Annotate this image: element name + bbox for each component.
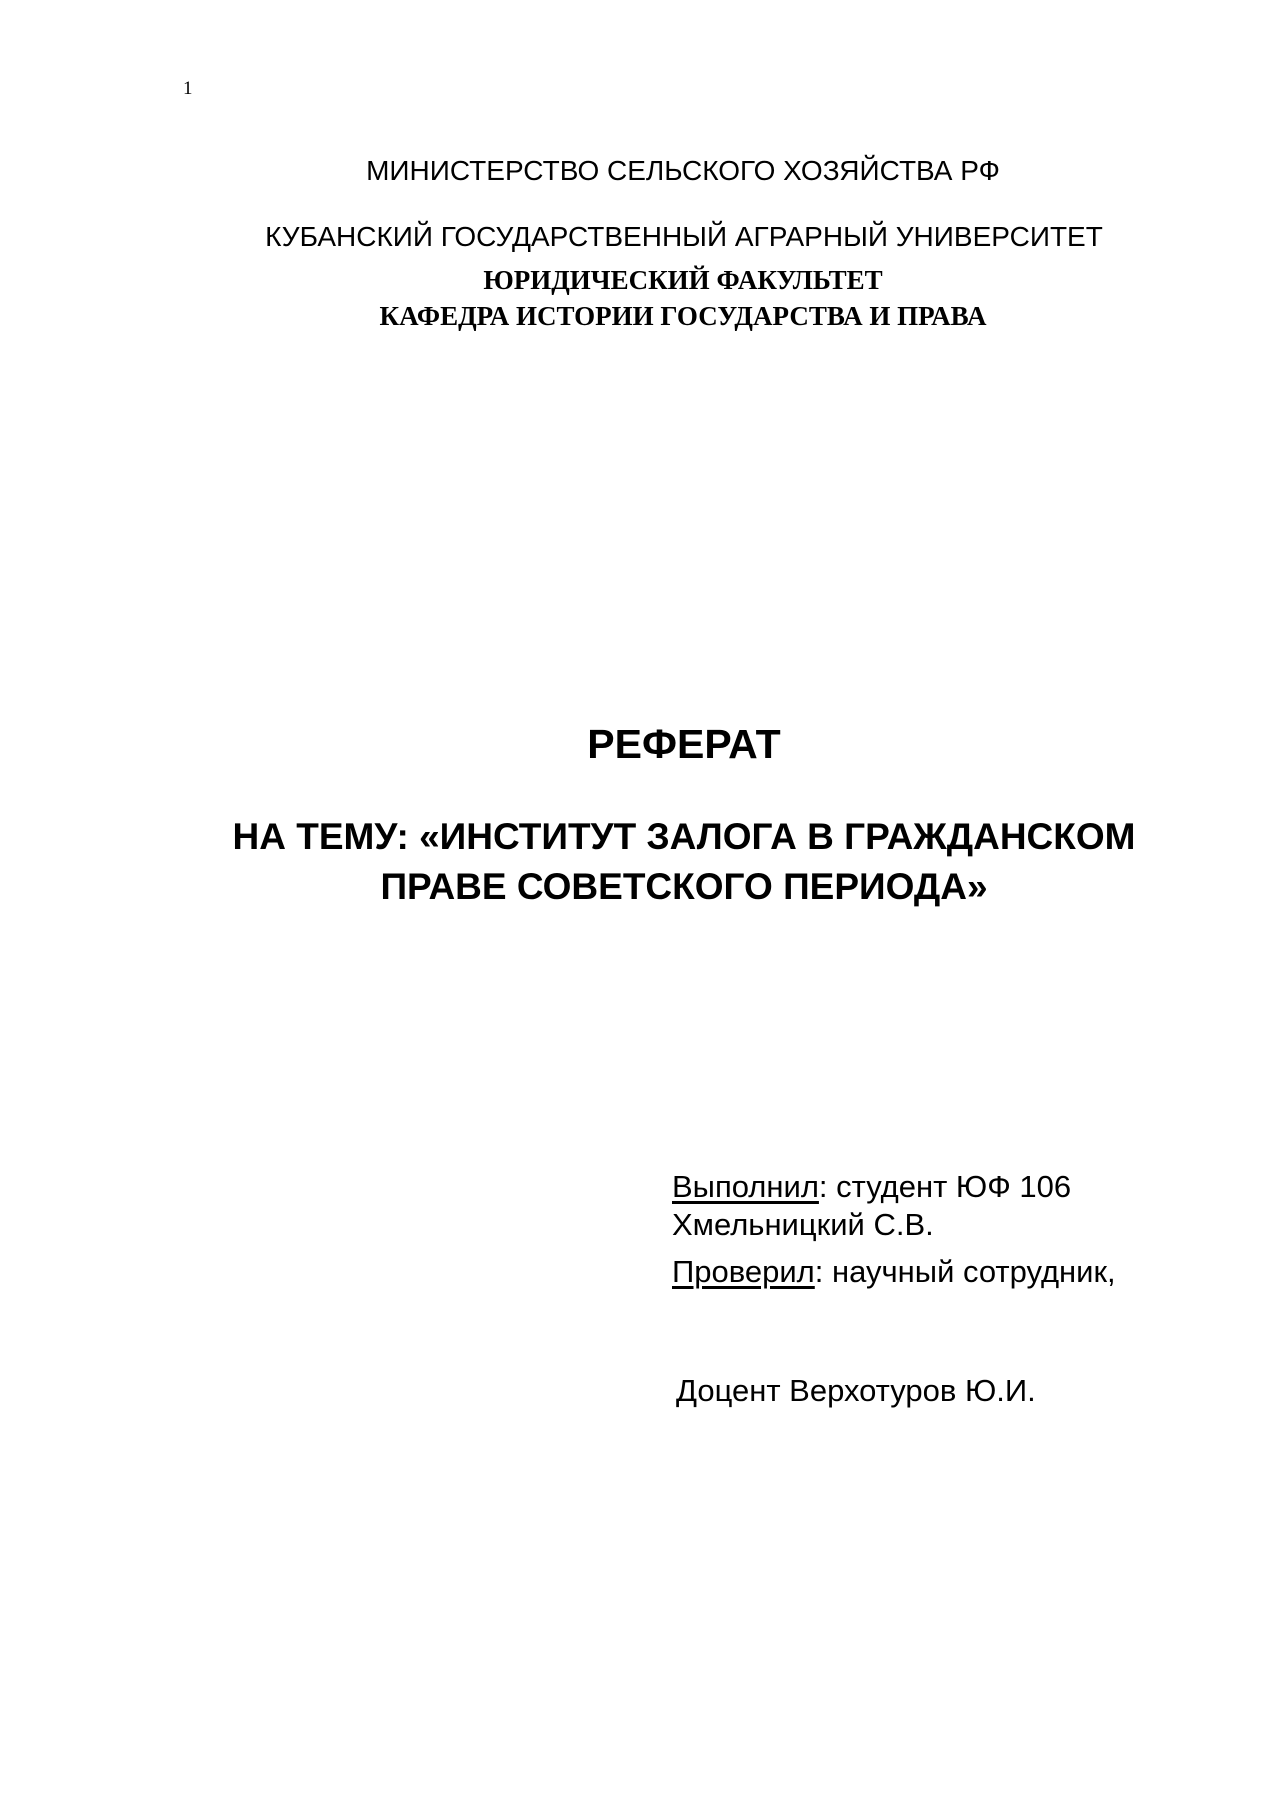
topic-title <box>0 812 1280 912</box>
page-number: 1 <box>183 78 193 99</box>
ministry-heading: МИНИСТЕРСТВО СЕЛЬСКОГО ХОЗЯЙСТВА РФ <box>366 155 1000 186</box>
checked-by-line <box>672 1254 1116 1290</box>
department-heading: КАФЕДРА ИСТОРИИ ГОСУДАРСТВА И ПРАВА <box>379 301 987 331</box>
performed-by-value: : студент ЮФ 106 <box>818 1169 1072 1204</box>
faculty-heading: ЮРИДИЧЕСКИЙ ФАКУЛЬТЕТ <box>483 265 883 295</box>
checked-by-label: Проверил <box>672 1254 815 1289</box>
topic-line-2: ПРАВЕ СОВЕТСКОГО ПЕРИОДА» <box>380 866 988 907</box>
performed-by-line <box>672 1169 1071 1205</box>
student-name: Хмельницкий С.В. <box>672 1207 934 1242</box>
document-type-title: РЕФЕРАТ <box>587 721 781 767</box>
topic-line-1: НА ТЕМУ: «ИНСТИТУТ ЗАЛОГА В ГРАЖДАНСКОМ <box>232 816 1136 857</box>
checked-by-value: : научный сотрудник, <box>814 1254 1116 1289</box>
university-heading: КУБАНСКИЙ ГОСУДАРСТВЕННЫЙ АГРАРНЫЙ УНИВЕРСИТЕТ <box>265 221 1103 252</box>
supervisor-name: Доцент Верхотуров Ю.И. <box>676 1373 1036 1408</box>
performed-by-label: Выполнил <box>672 1169 819 1204</box>
